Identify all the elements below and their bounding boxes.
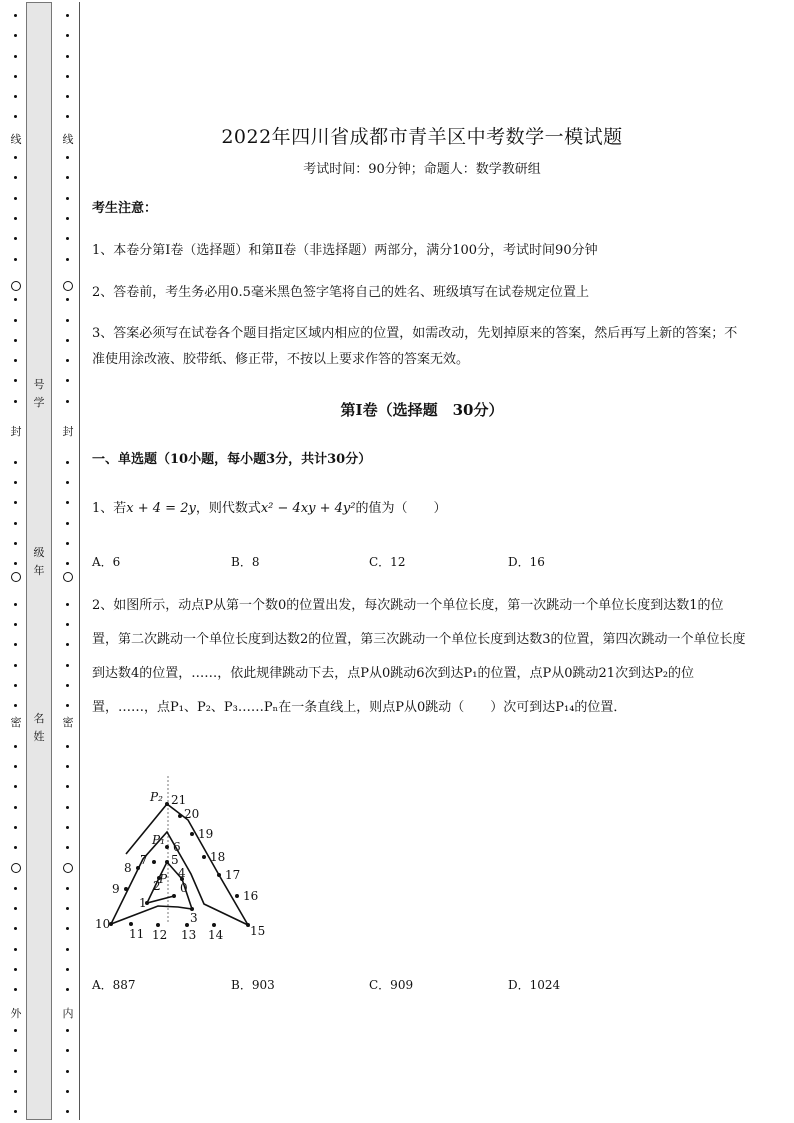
binding-dot (66, 1070, 69, 1073)
binding-dot (66, 765, 69, 768)
binding-dot (66, 359, 69, 362)
binding-dot (66, 1049, 69, 1052)
binding-dot (14, 14, 17, 17)
figure-number-label: 6 (173, 840, 181, 854)
binding-dot (14, 55, 17, 58)
binding-dot (66, 988, 69, 991)
binding-dot (14, 339, 17, 342)
binding-dot (66, 34, 69, 37)
figure-point (172, 894, 176, 898)
notice-item-1: 1、本卷分第Ⅰ卷（选择题）和第Ⅱ卷（非选择题）两部分，满分100分，考试时间90分钟 (92, 243, 598, 258)
q1-option-a[interactable]: A．6 (92, 555, 121, 569)
binding-dot (66, 887, 69, 890)
binding-dot (14, 1110, 17, 1113)
figure-number-label: 8 (124, 861, 132, 875)
binding-dot (14, 176, 17, 179)
figure-number-label: 2 (153, 879, 161, 893)
figure-point (165, 860, 169, 864)
inner-dot-column (60, 0, 76, 1123)
figure-point (165, 802, 169, 806)
outer-mark-mi: 密 (10, 716, 22, 729)
figure-number-label: 15 (250, 924, 266, 938)
binding-dot (14, 684, 17, 687)
figure-number-label: 17 (225, 868, 241, 882)
binding-dot (66, 258, 69, 261)
figure-point (156, 923, 160, 927)
binding-dot (14, 501, 17, 504)
q1-stem-b: ，则代数式 (195, 501, 261, 516)
binding-dot (66, 501, 69, 504)
binding-dot (66, 95, 69, 98)
notice-item-3: 3、答案必须写在试卷各个题目指定区域内相应的位置，如需改动，先划掉原来的答案，然后再写上新的答案；不准使用涂改液、胶带纸、修正带，不按以上要求作答的答案无效。 (92, 326, 738, 367)
binding-dot (66, 542, 69, 545)
outer-dot-column (8, 0, 24, 1123)
figure-number-label: 10 (95, 917, 111, 931)
binding-dot (66, 745, 69, 748)
binding-dot (14, 1049, 17, 1052)
figure-number-label: 9 (112, 882, 120, 896)
label-p: P (159, 872, 168, 886)
binding-dot (14, 1029, 17, 1032)
binding-dot (14, 887, 17, 890)
figure-number-label: 16 (243, 889, 259, 903)
binding-dot (66, 339, 69, 342)
binding-dot (14, 927, 17, 930)
inner-circle-mark (63, 572, 73, 582)
label-p1: P₁ (152, 833, 165, 847)
binding-dot (14, 197, 17, 200)
binding-dot (66, 1090, 69, 1093)
binding-dot (14, 359, 17, 362)
figure-point (129, 922, 133, 926)
binding-dot (14, 481, 17, 484)
binding-dot (14, 806, 17, 809)
field-name-label: 名姓 (33, 712, 45, 743)
field-grade-label: 级年 (33, 546, 45, 577)
binding-dot (14, 623, 17, 626)
q2-option-b[interactable]: B．903 (231, 978, 275, 992)
binding-dot (14, 846, 17, 849)
figure-number-label: 3 (190, 911, 198, 925)
binding-dot (66, 927, 69, 930)
figure-number-label: 20 (184, 807, 200, 821)
figure-point (124, 887, 128, 891)
outer-mark-wai: 外 (10, 1007, 22, 1020)
binding-dot (14, 1090, 17, 1093)
binding-dot (14, 948, 17, 951)
section-heading: 一、单选题（10小题，每小题3分，共计30分） (92, 452, 372, 467)
binding-dot (66, 14, 69, 17)
notice-item-2: 2、答卷前，考生务必用0.5毫米黑色签字笔将自己的姓名、班级填写在试卷规定位置上 (92, 285, 589, 300)
figure-number-label: 11 (129, 927, 145, 941)
inner-mark-nei: 内 (62, 1007, 74, 1020)
binding-dot (14, 298, 17, 301)
binding-dot (66, 806, 69, 809)
binding-dot (66, 785, 69, 788)
spiral-triangle-figure (88, 772, 278, 947)
field-student-id-label: 号学 (33, 378, 45, 409)
binding-dot (66, 1110, 69, 1113)
binding-dot (66, 237, 69, 240)
figure-point (217, 873, 221, 877)
binding-dot (66, 461, 69, 464)
figure-number-label: 19 (198, 827, 214, 841)
binding-dot (66, 522, 69, 525)
label-p2: P₂ (150, 790, 163, 804)
figure-number-label: 1 (139, 896, 147, 910)
binding-dot (14, 400, 17, 403)
binding-dot (14, 765, 17, 768)
binding-dot (14, 968, 17, 971)
binding-dot (14, 745, 17, 748)
q2-option-a[interactable]: A．887 (92, 978, 136, 992)
q2-option-d[interactable]: D．1024 (508, 978, 561, 992)
binding-dot (14, 664, 17, 667)
q1-option-c[interactable]: C．12 (369, 555, 406, 569)
binding-dot (66, 603, 69, 606)
inner-mark-xian: 线 (62, 133, 74, 146)
binding-dot (14, 907, 17, 910)
exam-title: 2022年四川省成都市青羊区中考数学一模试题 (221, 126, 623, 148)
outer-mark-feng: 封 (10, 425, 22, 438)
inner-mark-feng: 封 (62, 425, 74, 438)
binding-dot (66, 846, 69, 849)
binding-dot (14, 562, 17, 565)
binding-dot (66, 826, 69, 829)
binding-dot (66, 907, 69, 910)
binding-dot (14, 237, 17, 240)
outer-mark-xian: 线 (10, 133, 22, 146)
binding-dot (14, 643, 17, 646)
binding-dot (14, 115, 17, 118)
figure-number-label: 13 (181, 928, 197, 942)
question-1-stem (92, 496, 747, 522)
binding-dot (66, 176, 69, 179)
outer-circle-mark (11, 572, 21, 582)
q1-stem-c: 的值为（ ） (355, 501, 447, 516)
binding-dot (66, 197, 69, 200)
binding-dot (14, 1070, 17, 1073)
outer-circle-mark (11, 281, 21, 291)
figure-point (136, 866, 140, 870)
binding-dot (66, 55, 69, 58)
binding-dot (66, 75, 69, 78)
inner-mark-mi: 密 (62, 716, 74, 729)
question-2-stem: 2、如图所示，动点P从第一个数0的位置出发，每次跳动一个单位长度，第一次跳动一个单位长度到达数1的位置，第二次跳动一个单位长度到达数2的位置，第三次跳动一个单位长度到达数3的位置，第四次跳动一个单位长度到达数4的位置，……，依此规律跳动下去，点P从0跳动6次到达P₁的位置，点P从0跳动21次到达P₂的位置，……，点P₁、P₂、P₃……Pₙ在一条直线上，则点P从0跳动（ ）次可到达P₁₄的位置． (92, 598, 746, 715)
binding-dot (14, 785, 17, 788)
figure-point (202, 855, 206, 859)
figure-number-label: 7 (140, 853, 148, 867)
binding-rule (79, 2, 80, 1120)
inner-circle-mark (63, 863, 73, 873)
exam-subtitle: 考试时间：90分钟；命题人：数学教研组 (303, 162, 541, 177)
figure-number-label: 21 (171, 793, 187, 807)
figure-point (235, 894, 239, 898)
binding-dot (14, 988, 17, 991)
binding-dot (66, 968, 69, 971)
inner-circle-mark (63, 281, 73, 291)
binding-dot (14, 75, 17, 78)
figure-point (185, 923, 189, 927)
binding-dot (66, 400, 69, 403)
q1-condition: x + 4 = 2y (126, 501, 196, 516)
binding-dot (14, 156, 17, 159)
binding-dot (66, 623, 69, 626)
binding-dot (14, 603, 17, 606)
q1-expression: x² − 4xy + 4y² (260, 501, 356, 516)
binding-dot (14, 826, 17, 829)
figure-point (178, 814, 182, 818)
binding-dot (66, 948, 69, 951)
q1-option-d[interactable]: D．16 (508, 555, 545, 569)
binding-dot (66, 379, 69, 382)
outer-circle-mark (11, 863, 21, 873)
binding-dot (14, 34, 17, 37)
figure-number-label: 5 (171, 853, 179, 867)
binding-dot (66, 156, 69, 159)
binding-dot (14, 542, 17, 545)
figure-number-label: 0 (180, 881, 188, 895)
binding-dot (66, 1029, 69, 1032)
figure-point (152, 860, 156, 864)
q1-option-b[interactable]: B．8 (231, 555, 260, 569)
figure-point (165, 845, 169, 849)
binding-margin (0, 0, 84, 1123)
figure-number-label: 14 (208, 928, 224, 942)
figure-number-label: 12 (152, 928, 168, 942)
binding-dot (14, 522, 17, 525)
binding-dot (14, 95, 17, 98)
figure-point (212, 923, 216, 927)
binding-dot (66, 115, 69, 118)
binding-dot (66, 481, 69, 484)
q2-option-c[interactable]: C．909 (369, 978, 414, 992)
binding-dot (66, 217, 69, 220)
binding-dot (66, 319, 69, 322)
part1-title: 第Ⅰ卷（选择题 30分） (340, 401, 504, 419)
binding-dot (14, 258, 17, 261)
binding-dot (14, 379, 17, 382)
figure-number-label: 4 (178, 866, 186, 880)
binding-dot (14, 217, 17, 220)
figure-point (190, 832, 194, 836)
binding-dot (14, 704, 17, 707)
figure-number-label: 18 (210, 850, 226, 864)
q1-stem-a: 1、若 (92, 501, 127, 516)
binding-dot (66, 704, 69, 707)
binding-dot (14, 319, 17, 322)
binding-dot (14, 461, 17, 464)
binding-dot (66, 664, 69, 667)
binding-dot (66, 643, 69, 646)
binding-dot (66, 298, 69, 301)
binding-dot (66, 562, 69, 565)
binding-dot (66, 684, 69, 687)
notice-heading: 考生注意： (92, 201, 158, 216)
